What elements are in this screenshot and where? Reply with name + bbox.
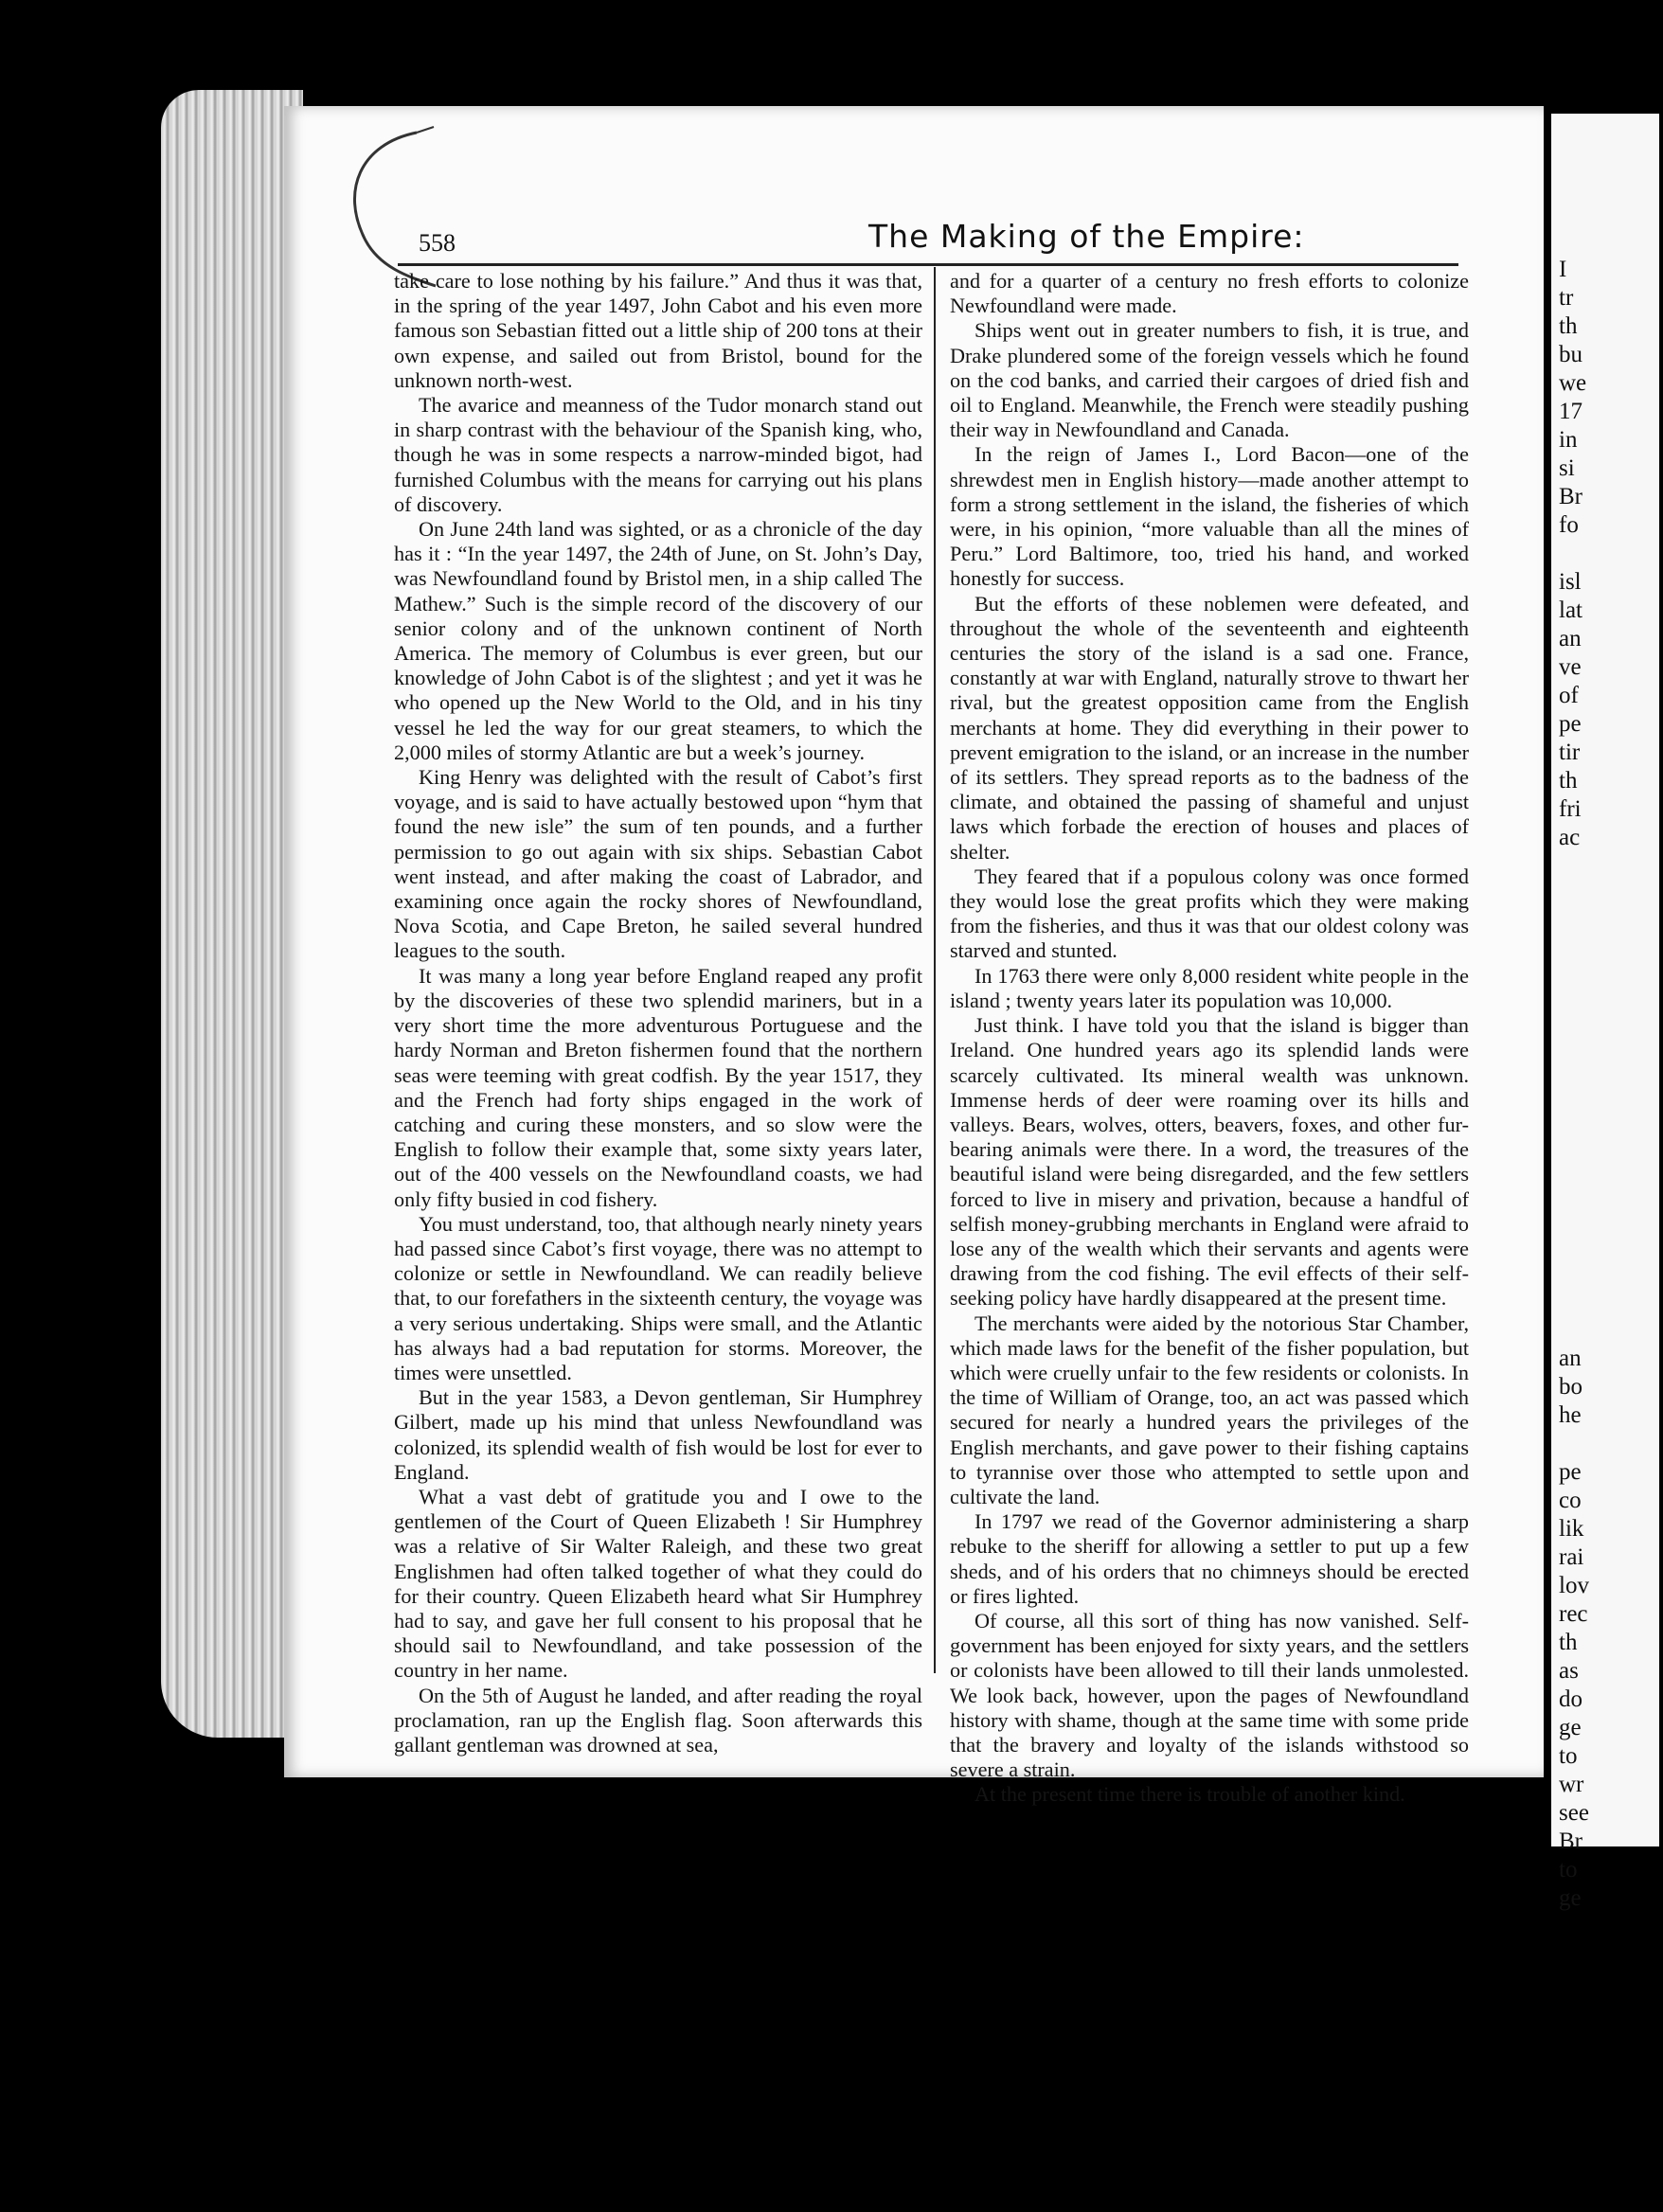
text-fragment: th	[1559, 313, 1578, 339]
book-page	[284, 106, 1544, 1807]
text-fragment: do	[1559, 1686, 1583, 1712]
paragraph: You must understand, too, that although nearly ninety years had passed since Cabot’s first voyage, there was no attempt to colonize or settle in Newfoundland. We can readily believe that, to our forefathers in the sixteenth century, the voyage was a very serious undertaking. Ships were small, and the Atlantic has always had a bad reputation for storms. Moreover, the times were unsettled.	[394, 1211, 922, 1384]
text-fragment: I	[1559, 257, 1567, 282]
text-fragment: of	[1559, 683, 1579, 708]
text-fragment: Br	[1559, 484, 1583, 509]
paragraph: In 1797 we read of the Governor administering a sharp rebuke to the sheriff for allowing a settler to put up a few sheds, and of his orders that no chimneys should be erected or fires lighted.	[950, 1509, 1469, 1608]
adjacent-page-fragment	[1551, 114, 1659, 1911]
paragraph: In the reign of James I., Lord Bacon—one of the shrewdest men in English history—made another attempt to form a strong settlement in the island, the fisheries of which were, in his opinion, “more valuable than all the mines of Peru.” Lord Baltimore, too, tried his hand, and worked honestly for success.	[950, 442, 1469, 591]
text-fragment: isl	[1559, 569, 1582, 595]
text-fragment: he	[1559, 1402, 1582, 1428]
paragraph: At the present time there is trouble of another kind.	[975, 1782, 1405, 1807]
paragraph: In 1763 there were only 8,000 resident white people in the island ; twenty years later its population was 10,000.	[950, 963, 1469, 1012]
text-fragment: ge	[1559, 1885, 1582, 1911]
text-fragment: rai	[1559, 1544, 1584, 1570]
text-fragment: lik	[1559, 1516, 1584, 1542]
paragraph: But in the year 1583, a Devon gentleman, Sir Humphrey Gilbert, made up his mind that unless Newfoundland was colonized, its splendid wealth of fish would be lost for ever to England.	[394, 1385, 922, 1484]
running-head	[419, 218, 1460, 265]
text-fragment: th	[1559, 1630, 1578, 1655]
paragraph: It was many a long year before England reaped any profit by the discoveries of these two splendid mariners, but in a very short time the more adventurous Portuguese and the hardy Norman and Breton fishermen found that the northern seas were teeming with great codfish. By the year 1517, they and the French had forty ships engaged in the work of catching and curing these monsters, and so slow were the English to follow their example that, some sixty years later, out of the 400 vessels on the Newfoundland coasts, we had only fifty busied in cod fishery.	[394, 963, 922, 1211]
paragraph: But the efforts of these noblemen were defeated, and throughout the whole of the seventeenth and eighteenth centuries the story of the island is a sad one. France, constantly at war with England, naturally strove to thwart her rival, but the greatest opposition came from the English merchants at home. They did everything in their power to prevent emigration to the island, or an increase in the number of its settlers. They spread reports as to the badness of the climate, and obtained the passing of shameful and unjust laws which forbade the erection of houses and places of shelter.	[950, 591, 1469, 864]
left-column	[394, 269, 922, 1757]
text-fragment: we	[1559, 370, 1587, 396]
text-fragment: si	[1559, 455, 1575, 481]
paragraph: On June 24th land was sighted, or as a chronicle of the day has it : “In the year 1497, the 24th of June, on St. John’s Day, was Newfoundland found by Bristol men, in a ship called The Mathew.” Such is the simple record of the discovery of our senior colony and of the unknown continent of North America. The memory of Columbus is ever green, but our knowledge of John Cabot is of the slightest ; and yet it was he who opened up the New World to the Old, and in his tiny vessel he led the way for our great steamers, to which the 2,000 miles of stormy Atlantic are but a week’s journey.	[394, 517, 922, 764]
text-fragment: rec	[1559, 1601, 1588, 1627]
text-fragment: ac	[1559, 825, 1581, 850]
text-fragment: an	[1559, 626, 1582, 651]
text-fragment: an	[1559, 1346, 1582, 1371]
text-fragment: ge	[1559, 1715, 1582, 1740]
text-fragment: th	[1559, 768, 1578, 794]
paragraph: They feared that if a populous colony was once formed they would lose the great profits which they were making from the fisheries, and thus it was that our oldest colony was starved and stunted.	[950, 864, 1469, 963]
text-fragment: pe	[1559, 1459, 1582, 1485]
paragraph: On the 5th of August he landed, and after reading the royal proclamation, ran up the English flag. Soon afterwards this gallant gentleman was drowned at sea,	[394, 1683, 922, 1757]
paragraph: The avarice and meanness of the Tudor monarch stand out in sharp contrast with the behaviour of the Spanish king, who, though he was in some respects a narrow-minded bigot, had furnished Columbus with the means for carrying out his plans of discovery.	[394, 393, 922, 516]
page-number: 558	[419, 229, 456, 257]
paragraph: The merchants were aided by the notorious Star Chamber, which made laws for the benefit of the fisher population, but which were cruelly unfair to the few residents or colonists. In the time of William of Orange, too, an act was passed which secured for nearly a hundred years the privileges of the English merchants, and gave power to their fishing captains to tyrannise over those who attempted to settle upon and cultivate the land.	[950, 1311, 1469, 1508]
text-fragment: co	[1559, 1488, 1582, 1513]
paragraph: Just think. I have told you that the island is bigger than Ireland. One hundred years ago its splendid lands were scarcely cultivated. Its mineral wealth was unknown. Immense herds of deer were roaming over its hills and valleys. Bears, wolves, otters, beavers, foxes, and other fur-bearing animals were there. In a word, the treasures of the beautiful island were being disregarded, and the few settlers forced to live in misery and privation, because a handful of selfish money-grubbing merchants in England were afraid to lose any of the wealth which their servants and agents were drawing from the cod fishing. The evil effects of their self-seeking policy have hardly disappeared at the present time.	[950, 1013, 1469, 1311]
paragraph: take care to lose nothing by his failure.” And thus it was that, in the spring of the year 1497, John Cabot and his even more famous son Sebastian fitted out a little ship of 200 tons at their own expense, and sailed out from Bristol, bound for the unknown north-west.	[394, 269, 922, 392]
text-fragment: tr	[1559, 285, 1574, 311]
adjacent-page-text	[1559, 256, 1663, 1913]
paragraph: and for a quarter of a century no fresh efforts to colonize Newfoundland were made.	[950, 269, 1469, 318]
header-rule	[398, 263, 1458, 266]
text-fragment: see	[1559, 1800, 1589, 1826]
text-fragment: ve	[1559, 654, 1582, 680]
text-fragment: lov	[1559, 1573, 1589, 1598]
text-fragment: Br	[1559, 1828, 1583, 1854]
text-fragment: tir	[1559, 740, 1581, 765]
text-fragment: fo	[1559, 512, 1579, 538]
text-fragment: 17	[1559, 399, 1583, 424]
running-title: The Making of the Empire:	[868, 218, 1305, 255]
text-fragment: lat	[1559, 598, 1583, 623]
text-fragment: bo	[1559, 1374, 1583, 1400]
paragraph: Ships went out in greater numbers to fish, it is true, and Drake plundered some of the foreign vessels which he found on the cod banks, and carried their cargoes of dried fish and oil to England. Meanwhile, the French were steadily pushing their way in Newfoundland and Canada.	[950, 318, 1469, 442]
text-fragment: as	[1559, 1658, 1579, 1684]
paragraph: What a vast debt of gratitude you and I owe to the gentlemen of the Court of Queen Elizabeth ! Sir Humphrey was a relative of Sir Walter Raleigh, and these two great Englishmen had often talked together of what they could do for their country. Queen Elizabeth heard what Sir Humphrey had to say, and gave her full consent to his proposal that he should sail to Newfoundland, and take possession of the country in her name.	[394, 1484, 922, 1683]
text-fragment: pe	[1559, 711, 1582, 737]
text-fragment: to	[1559, 1857, 1578, 1882]
text-fragment: fri	[1559, 796, 1582, 822]
paragraph: King Henry was delighted with the result of Cabot’s first voyage, and is said to have actually bestowed upon “hym that found the new isle” the sum of ten pounds, and a further permission to go out again with six ships. Sebastian Cabot went instead, and after making the coast of Labrador, and examining once again the rocky shores of Newfoundland, Nova Scotia, and Cape Breton, he sailed several hundred leagues to the south.	[394, 765, 922, 963]
right-column	[950, 269, 1469, 1808]
text-fragment: to	[1559, 1743, 1578, 1769]
column-divider	[934, 267, 936, 1673]
book-page-edges	[161, 90, 303, 1738]
text-fragment: bu	[1559, 342, 1583, 367]
paragraph: Of course, all this sort of thing has now vanished. Self-government has been enjoyed for sixty years, and the settlers or colonists have been allowed to till their lands unmolested. We look back, however, upon the pages of Newfoundland history with shame, though at the same time with some pride that the bravery and loyalty of the islands withstood so severe a strain.	[950, 1608, 1469, 1782]
text-fragment: wr	[1559, 1772, 1584, 1797]
text-fragment: in	[1559, 427, 1578, 453]
